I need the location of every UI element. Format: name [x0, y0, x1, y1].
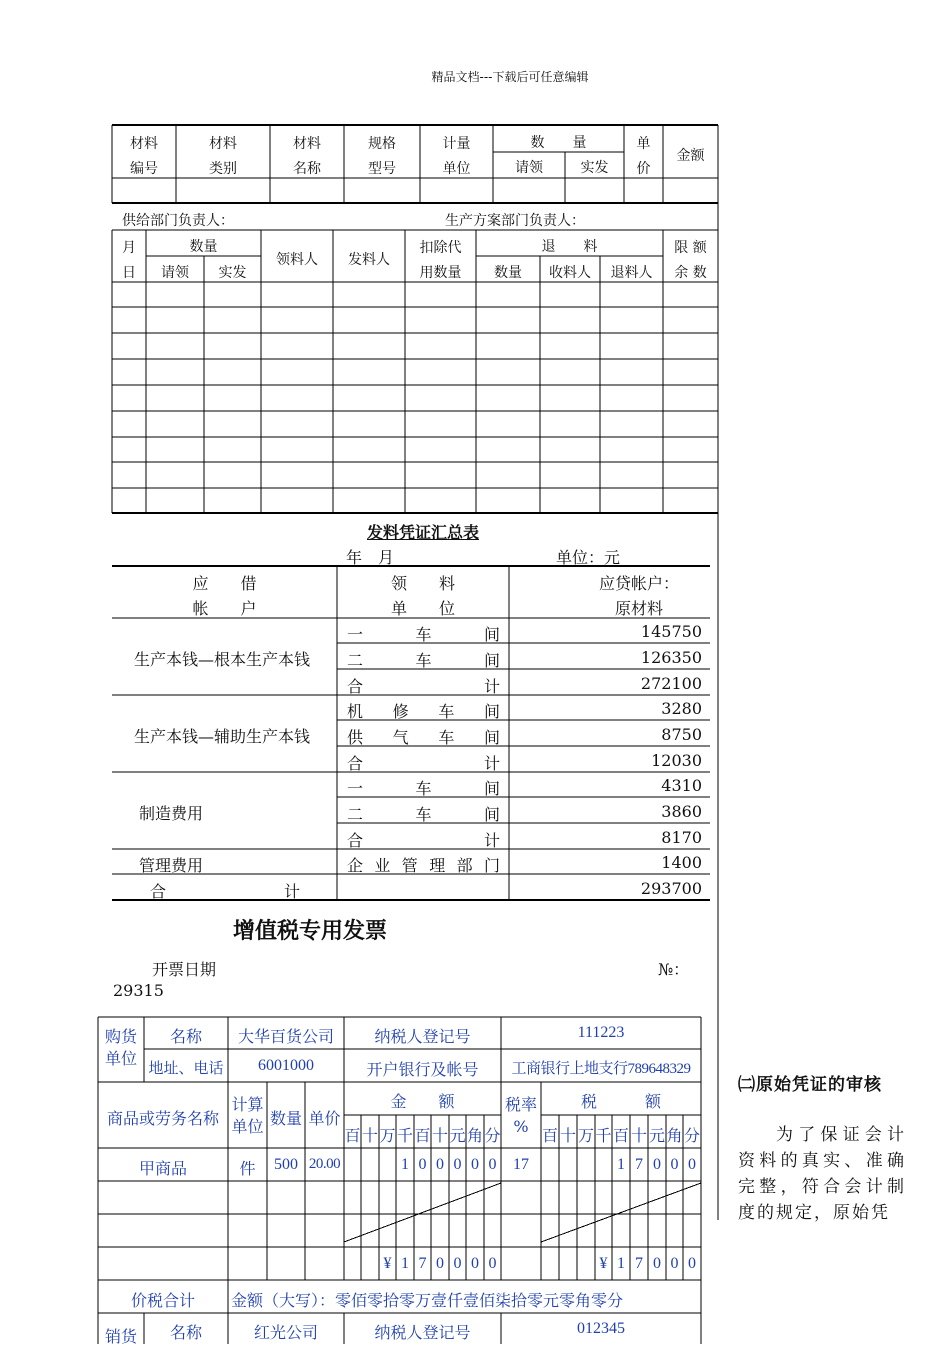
summary-header-credit-account: 应贷帐户： 原材料	[598, 574, 679, 618]
invoice-tax-digit-header: 十	[559, 1128, 576, 1145]
supply-dept-manager: 供给部门负责人：	[122, 213, 234, 229]
invoice-amount-label: 金 额	[390, 1092, 455, 1111]
invoice-amount-digit-header: 元	[449, 1128, 466, 1145]
invoice-total-amount-digit: 0	[453, 1255, 462, 1272]
summary-amount: 145750	[640, 622, 702, 641]
invoice-item-tax-digit: 0	[688, 1156, 696, 1173]
invoice-seller-taxpayer-label: 纳税人登记号	[374, 1323, 471, 1342]
invoice-amount-digit-header: 百	[414, 1128, 431, 1145]
summary-amount: 12030	[651, 751, 702, 770]
summary-dept: 供 气 车 间	[347, 728, 500, 747]
req2-header-requested: 请领	[161, 265, 189, 281]
side-heading: ㈡原始凭证的审核	[738, 1075, 882, 1095]
invoice-buyer-label: 购货 单位	[104, 1027, 137, 1068]
summary-account: 生产本钱—根本生产本钱	[134, 650, 311, 669]
invoice-item-qty: 500	[274, 1156, 298, 1173]
req2-header-receiver: 领料人	[276, 252, 318, 268]
invoice-tax-digit-header: 元	[648, 1128, 665, 1145]
invoice-total-tax-digit: 0	[688, 1255, 696, 1272]
invoice-item-name: 甲商品	[138, 1159, 187, 1178]
invoice-item-amount-digit: 0	[418, 1156, 427, 1173]
invoice-buyer-bank: 工商银行上地支行789648329	[511, 1061, 691, 1077]
invoice-address-label: 地址、电话	[148, 1059, 224, 1077]
req-header-unit: 计量 单位	[442, 136, 471, 177]
summary-dept: 机 修 车 间	[347, 702, 500, 721]
invoice-qty-label: 数量	[269, 1109, 302, 1128]
invoice-tax-digit-header: 十	[630, 1128, 647, 1145]
req-header-material-category: 材料 类别	[209, 136, 237, 177]
invoice-total-amount-digit: 7	[418, 1255, 427, 1272]
summary-header-dept: 领 料 单 位	[390, 574, 455, 618]
invoice-buyer-name: 大华百货公司	[237, 1027, 334, 1046]
req-header-material-name: 材料 名称	[293, 136, 321, 177]
req-header-unit-price: 单 价	[636, 136, 651, 177]
invoice-total-tax-digit: 0	[670, 1255, 679, 1272]
invoice-tax-digit-header: 百	[612, 1128, 629, 1145]
summary-dept: 合 计	[347, 677, 500, 696]
invoice-amount-digit-header: 万	[379, 1128, 396, 1145]
invoice-total-amount-digit: 0	[436, 1255, 444, 1272]
req-header-spec: 规格 型号	[368, 136, 396, 177]
invoice-total-tax-digit: ¥	[599, 1255, 608, 1272]
invoice-seller-taxid: 012345	[577, 1320, 625, 1337]
req2-header-issuer: 发料人	[348, 252, 390, 268]
invoice-sum-text: 金额（大写）：零佰零拾零万壹仟壹佰柒拾零元零角零分	[231, 1291, 624, 1310]
req2-header-month-day: 月 日	[122, 240, 136, 281]
invoice-name-label: 名称	[169, 1027, 202, 1046]
summary-account: 管理费用	[139, 856, 204, 875]
invoice-amount-digit-header: 百	[344, 1128, 361, 1145]
invoice-item-price: 20.00	[308, 1156, 341, 1172]
invoice-date-label: 开票日期	[152, 960, 217, 979]
summary-dept: 合 计	[347, 754, 500, 773]
req-header-amount: 金额	[676, 148, 705, 164]
req2-header-return: 退 料	[541, 239, 598, 255]
invoice-tax-digit-header: 千	[595, 1128, 612, 1145]
invoice-total-tax-digit: 0	[653, 1255, 661, 1272]
summary-total-amount: 293700	[640, 879, 702, 898]
invoice-seller-name: 红光公司	[253, 1323, 318, 1342]
summary-title: 发料凭证汇总表	[367, 523, 480, 542]
invoice-amount-digit-header: 分	[484, 1128, 501, 1145]
invoice-goods-label: 商品或劳务名称	[106, 1109, 219, 1128]
summary-date: 年 月	[346, 548, 395, 567]
summary-amount: 3280	[661, 699, 702, 718]
invoice-seller-label: 销货	[104, 1327, 137, 1346]
invoice-bank-label: 开户银行及帐号	[366, 1060, 479, 1079]
req2-header-deduct: 扣除代 用数量	[419, 240, 462, 281]
invoice-item-amount-digit: 0	[471, 1156, 479, 1173]
invoice-item-tax-digit: 0	[653, 1156, 661, 1173]
invoice-buyer-taxid: 111223	[577, 1024, 625, 1041]
summary-amount: 8750	[661, 725, 702, 744]
invoice-total-tax-digit: 1	[617, 1255, 625, 1272]
summary-amount: 1400	[661, 853, 702, 872]
summary-total-label: 合 计	[150, 882, 300, 901]
req-header-quantity: 数 量	[530, 135, 587, 151]
invoice-total-amount-digit: ¥	[383, 1255, 392, 1272]
invoice-unit-label: 计算 单位	[231, 1095, 264, 1136]
req-header-issued: 实发	[580, 160, 609, 176]
summary-dept: 一 车 间	[347, 779, 500, 798]
invoice-amount-digit-header: 十	[361, 1128, 378, 1145]
production-dept-manager: 生产方案部门负责人：	[445, 213, 585, 229]
invoice-number-label: №：	[658, 960, 690, 979]
invoice-total-amount-digit: 1	[401, 1255, 409, 1272]
summary-unit: 单位：元	[556, 548, 621, 567]
summary-dept: 企 业 管 理 部 门	[347, 856, 500, 875]
invoice-title: 增值税专用发票	[233, 918, 388, 944]
invoice-total-amount-digit: 0	[471, 1255, 479, 1272]
invoice-total-amount-digit: 0	[488, 1255, 497, 1272]
invoice-amount-digit-header: 千	[396, 1128, 413, 1145]
invoice-item-amount-digit: 1	[401, 1156, 409, 1173]
summary-dept: 一 车 间	[347, 625, 500, 644]
req2-header-limit-balance: 限 额 余 数	[674, 240, 707, 281]
req2-header-quantity: 数量	[189, 239, 218, 255]
summary-account: 制造费用	[139, 804, 204, 823]
invoice-taxpayer-label: 纳税人登记号	[374, 1027, 471, 1046]
summary-amount: 272100	[640, 674, 702, 693]
invoice-tax-digit-header: 角	[666, 1128, 683, 1145]
invoice-taxrate-label: 税率 %	[504, 1095, 537, 1136]
summary-amount: 8170	[661, 828, 702, 847]
invoice-number-value: 29315	[113, 981, 164, 1000]
invoice-tax-digit-header: 百	[541, 1128, 558, 1145]
invoice-item-amount-digit: 0	[488, 1156, 497, 1173]
invoice-item-rate: 17	[513, 1156, 529, 1173]
summary-dept: 合 计	[347, 831, 500, 850]
page-header-note: 精品文档---下载后可任意编辑	[431, 70, 589, 84]
invoice-item-amount-digit: 0	[453, 1156, 462, 1173]
invoice-sum-label: 价税合计	[130, 1291, 195, 1310]
invoice-item-unit: 件	[239, 1159, 256, 1178]
invoice-item-tax-digit: 0	[670, 1156, 679, 1173]
summary-header-debit-account: 应 借 帐 户	[192, 574, 257, 618]
invoice-total-tax-digit: 7	[635, 1255, 643, 1272]
summary-dept: 二 车 间	[347, 651, 500, 670]
req2-header-return-returner: 退料人	[610, 265, 653, 281]
invoice-amount-digit-header: 角	[466, 1128, 483, 1145]
invoice-item-tax-digit: 1	[617, 1156, 625, 1173]
summary-account: 生产本钱—辅助生产本钱	[134, 727, 311, 746]
side-body: 为了保证会计资料的真实、准确完整，符合会计制度的规定，原始凭	[738, 1125, 906, 1223]
req-header-requested: 请领	[515, 160, 543, 176]
req2-header-return-qty: 数量	[494, 265, 522, 281]
invoice-tax-digit-header: 万	[577, 1128, 594, 1145]
invoice-tax-label: 税 额	[580, 1092, 661, 1111]
invoice-tax-digit-header: 分	[683, 1128, 700, 1145]
req2-header-return-receiver: 收料人	[549, 265, 591, 281]
summary-dept: 二 车 间	[347, 805, 500, 824]
req2-header-issued: 实发	[218, 265, 247, 281]
summary-amount: 4310	[661, 776, 702, 795]
req-header-material-code: 材料 编号	[130, 136, 158, 177]
invoice-buyer-address: 6001000	[258, 1057, 314, 1074]
invoice-item-tax-digit: 7	[635, 1156, 643, 1173]
invoice-seller-name-label: 名称	[169, 1323, 202, 1342]
summary-amount: 3860	[661, 802, 702, 821]
invoice-item-amount-digit: 0	[436, 1156, 444, 1173]
invoice-amount-digit-header: 十	[431, 1128, 448, 1145]
summary-amount: 126350	[640, 648, 702, 667]
invoice-price-label: 单价	[308, 1109, 341, 1128]
